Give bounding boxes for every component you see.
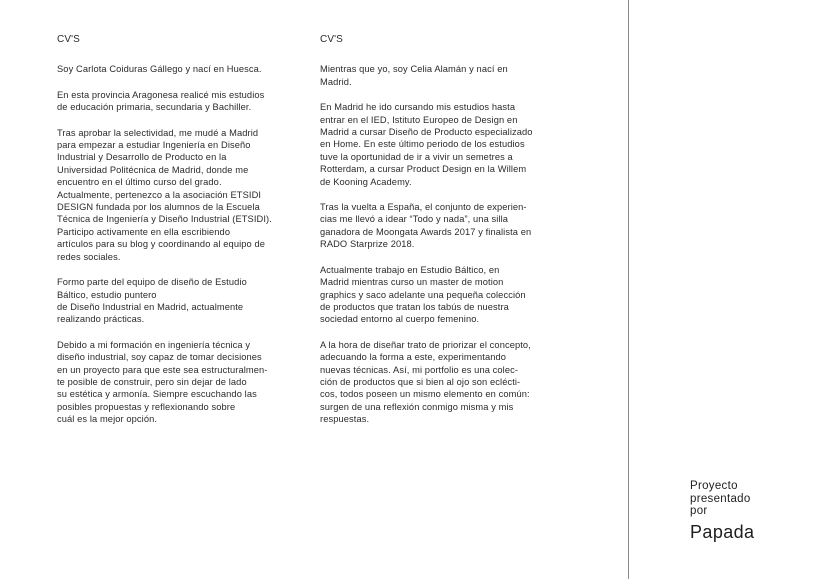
left-paragraph-3: Tras aprobar la selectividad, me mudé a Madrid para empezar a estudiar Ingeniería en Diseño Industrial y Desarrollo de Producto en la Universidad Politécnica de Madrid, donde me encuentro en el último curso del grado. Actualmente, pertenezco a la asociación ETSIDI DESIGN fundada por los alumnos de la Escuela Técnica de Ingeniería y Diseño Industrial (ETSIDI). Participo activamente en ella escribiendo artículos para su blog y coordinando al equipo de redes sociales. — [57, 127, 272, 262]
right-paragraph-5: A la hora de diseñar trato de priorizar el concepto, adecuando la forma a este, experimentando nuevas técnicas. Así, mi portfolio es una colec- ción de productos que si bien al ojo son eclécti- cos, todos poseen un mismo elemento en común: surgen de una reflexión conmigo misma y mis respuestas. — [320, 339, 531, 425]
right-heading: CV'S — [320, 34, 343, 45]
left-paragraph-1: Soy Carlota Coiduras Gállego y nací en Huesca. — [57, 64, 262, 75]
right-paragraph-1: Mientras que yo, soy Celia Alamán y nací en Madrid. — [320, 64, 508, 87]
credit-block — [690, 480, 754, 543]
right-paragraph-4: Actualmente trabajo en Estudio Báltico, en Madrid mientras curso un master de motion graphics y saco adelante una pequeña colección de productos que tratan los tabús de nuestra sociedad entorno al cuerpo femenino. — [320, 264, 526, 325]
brand-name: Papada — [690, 521, 755, 542]
credit-text: Proyecto presentado por — [690, 480, 751, 518]
right-column — [320, 34, 570, 439]
left-paragraph-5: Debido a mi formación en ingeniería técnica y diseño industrial, soy capaz de tomar decisiones en un proyecto para que este sea estructuralmen- te posible de construir, pero sin dejar de lado su estética y armonía. Siempre escuchando las posibles propuestas y reflexionando sobre cuál es la mejor opción. — [57, 339, 268, 425]
left-paragraph-4: Formo parte del equipo de diseño de Estudio Báltico, estudio puntero de Diseño Industrial en Madrid, actualmente realizando prácticas. — [57, 277, 247, 325]
right-paragraph-3: Tras la vuelta a España, el conjunto de experien- cias me llevó a idear “Todo y nada”, una silla ganadora de Moongata Awards 2017 y finalista en RADO Starprize 2018. — [320, 202, 532, 250]
right-paragraph-2: En Madrid he ido cursando mis estudios hasta entrar en el IED, Istituto Europeo de Design en Madrid a cursar Diseño de Producto especializado en Home. En este último periodo de los estudios tuve la oportunidad de ir a vivir un semetres a Rotterdam, a cursar Product Design en la Willem de Kooning Academy. — [320, 102, 533, 187]
left-paragraph-2: En esta provincia Aragonesa realicé mis estudios de educación primaria, secundaria y Bachiller. — [57, 89, 265, 113]
left-column — [57, 34, 302, 439]
vertical-divider — [628, 0, 629, 579]
left-heading: CV'S — [57, 34, 80, 45]
